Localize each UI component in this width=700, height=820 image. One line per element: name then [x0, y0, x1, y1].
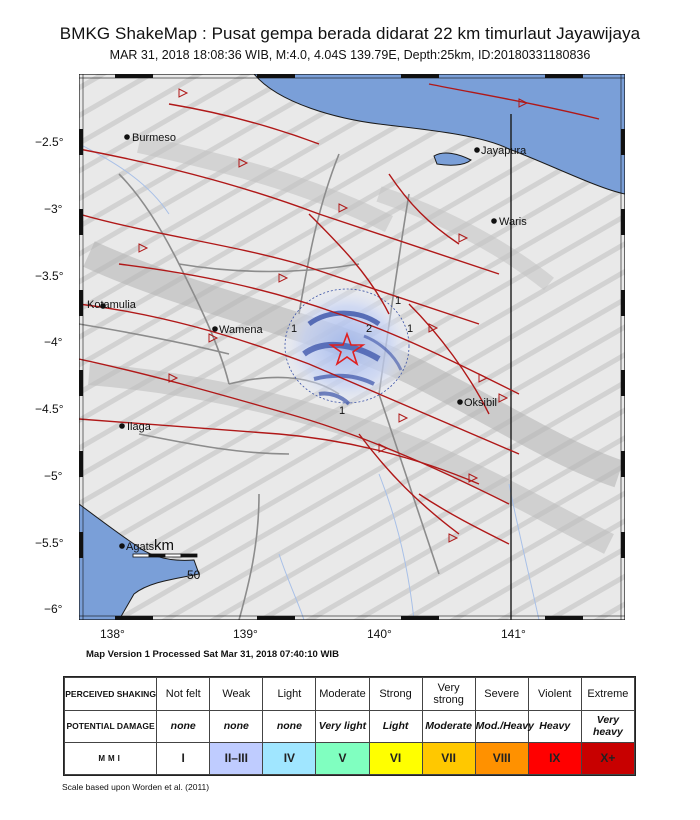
legend-mmi-cell: VIII: [475, 742, 528, 774]
legend-mmi-cell: X+: [581, 742, 634, 774]
legend-damage-cell: none: [210, 710, 263, 742]
legend-shaking-cell: Extreme: [581, 678, 634, 711]
contour-label: 1: [291, 323, 298, 335]
y-tick-label: −6°: [44, 602, 63, 616]
x-tick-label: 140°: [367, 627, 392, 641]
y-tick-label: −4°: [44, 335, 63, 349]
contour-label: 1: [407, 323, 414, 335]
legend-damage-cell: Heavy: [528, 710, 581, 742]
y-tick-label: −3°: [44, 202, 63, 216]
shakemap-frame: [79, 74, 625, 620]
legend-mmi-cell: IV: [263, 742, 316, 774]
legend-damage-header: POTENTIAL DAMAGE: [65, 710, 157, 742]
legend-shaking-cell: Not felt: [157, 678, 210, 711]
legend-mmi-cell: V: [316, 742, 369, 774]
scale-note: Scale based upon Worden et al. (2011): [62, 782, 210, 792]
y-tick-label: −3.5°: [35, 269, 64, 283]
contour-label: 1: [395, 295, 402, 307]
legend-shaking-cell: Severe: [475, 678, 528, 711]
city-label-ilaga: Ilaga: [127, 421, 151, 433]
legend-shaking-cell: Moderate: [316, 678, 369, 711]
legend-mmi-header: MMI: [65, 742, 157, 774]
x-tick-label: 141°: [501, 627, 526, 641]
city-label-waris: Waris: [499, 216, 527, 228]
legend-mmi-cell: I: [157, 742, 210, 774]
city-label-agats: Agats: [126, 541, 155, 553]
shakemap: [79, 74, 625, 620]
legend-shaking-cell: Light: [263, 678, 316, 711]
legend-damage-cell: Very light: [316, 710, 369, 742]
legend-mmi-cell: VI: [369, 742, 422, 774]
y-tick-label: −5°: [44, 469, 63, 483]
legend-mmi-cell: II–III: [210, 742, 263, 774]
legend-shaking-cell: Violent: [528, 678, 581, 711]
legend-mmi-cell: IX: [528, 742, 581, 774]
city-label-kotamulia: Kotamulia: [87, 299, 136, 311]
city-label-wamena: Wamena: [219, 324, 263, 336]
city-label-oksibil: Oksibil: [464, 397, 498, 409]
scale-value: 50: [187, 568, 201, 582]
intensity-legend: [63, 676, 636, 776]
city-label-burmeso: Burmeso: [132, 132, 177, 144]
legend-shaking-cell: Weak: [210, 678, 263, 711]
contour-label: 1: [339, 405, 346, 417]
legend-damage-cell: none: [157, 710, 210, 742]
legend-damage-cell: Light: [369, 710, 422, 742]
legend-damage-cell: Mod./Heavy: [475, 710, 528, 742]
city-label-jayapura: Jayapura: [481, 145, 527, 157]
legend-damage-cell: Moderate: [422, 710, 475, 742]
map-title: BMKG ShakeMap : Pusat gempa berada didarat 22 km timurlaut Jayawijaya: [59, 24, 641, 43]
legend-shaking-cell: Strong: [369, 678, 422, 711]
legend-shaking-header: PERCEIVED SHAKING: [65, 678, 157, 711]
scale-unit: km: [154, 537, 174, 554]
x-tick-label: 138°: [100, 627, 125, 641]
legend-mmi-cell: VII: [422, 742, 475, 774]
legend-damage-cell: none: [263, 710, 316, 742]
map-version: Map Version 1 Processed Sat Mar 31, 2018 07:40:10 WIB: [86, 649, 339, 660]
y-tick-label: −4.5°: [35, 402, 64, 416]
contour-label: 2: [366, 323, 373, 335]
legend-damage-cell: Very heavy: [581, 710, 634, 742]
y-tick-label: −2.5°: [35, 135, 64, 149]
x-tick-label: 139°: [233, 627, 258, 641]
legend-shaking-cell: Very strong: [422, 678, 475, 711]
y-tick-label: −5.5°: [35, 536, 64, 550]
event-details: MAR 31, 2018 18:08:36 WIB, M:4.0, 4.04S 139.79E, Depth:25km, ID:20180331180836: [109, 48, 591, 62]
